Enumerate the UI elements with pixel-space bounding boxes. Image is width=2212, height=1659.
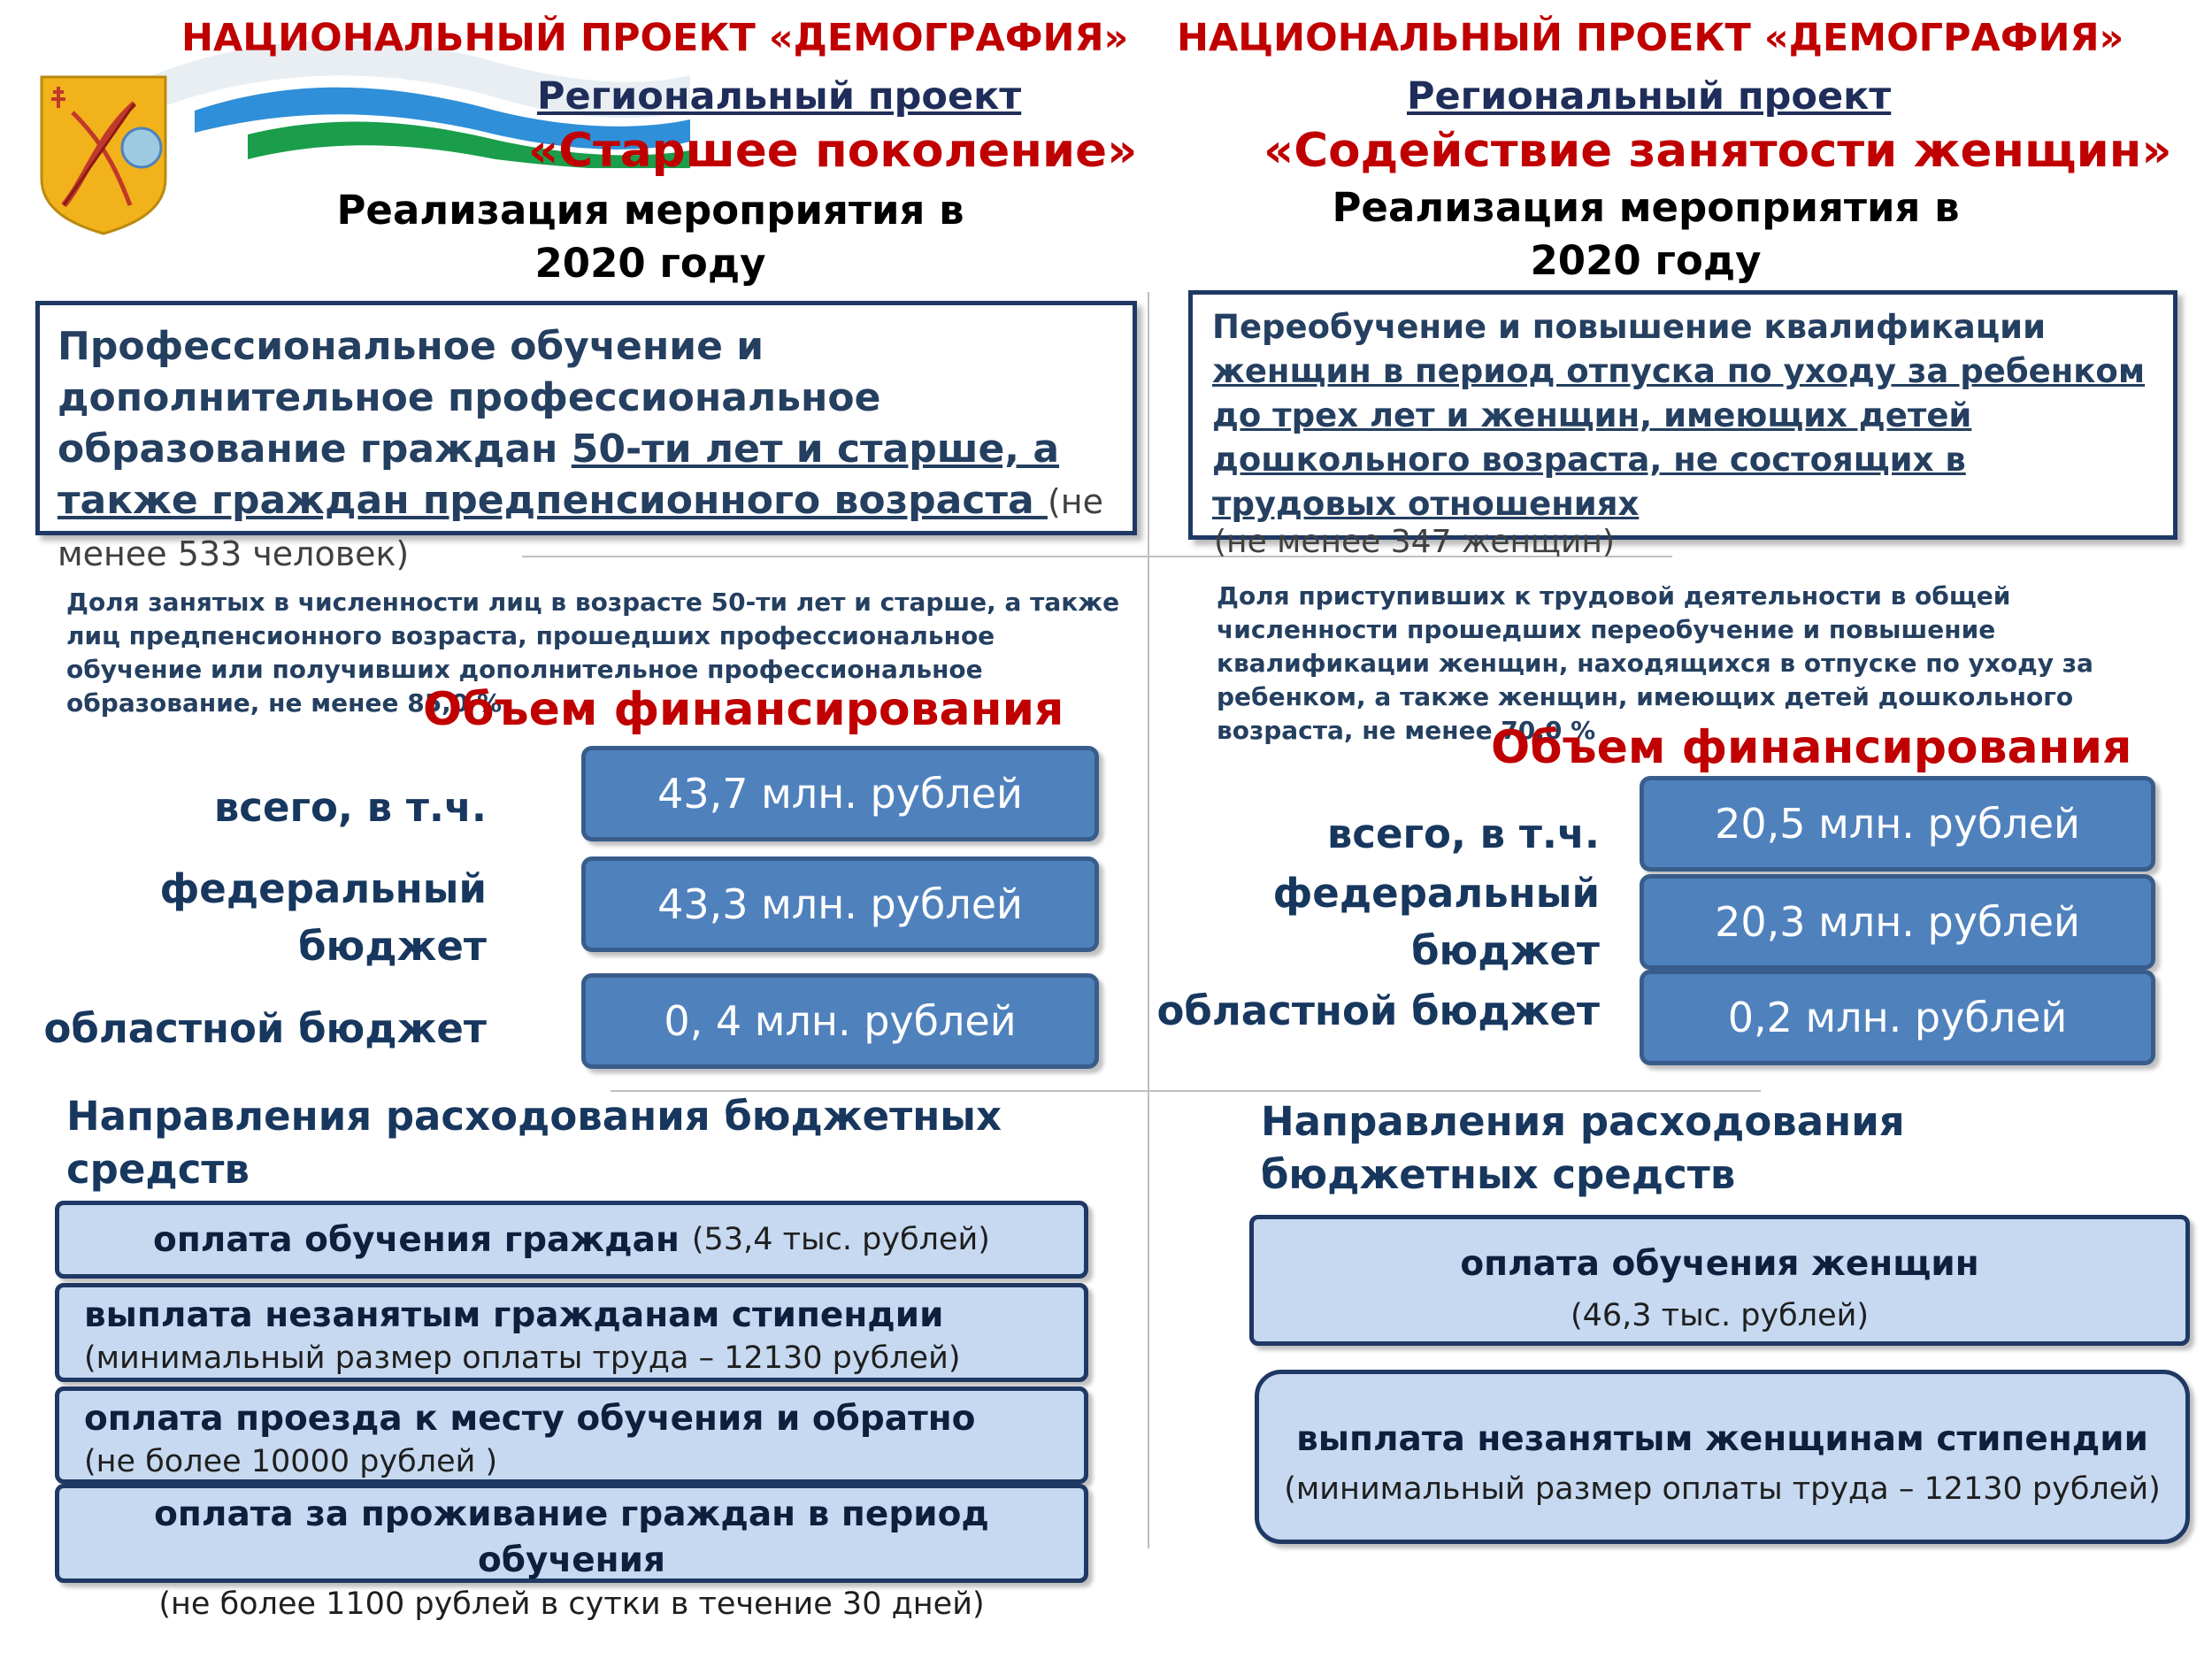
right-national-project-title: НАЦИОНАЛЬНЫЙ ПРОЕКТ «ДЕМОГРАФИЯ» xyxy=(1177,16,2124,60)
left-expense-item: оплата за проживание граждан в период обучения (не более 1100 рублей в сутки в течение 30 дней) xyxy=(55,1484,1088,1583)
right-fin-label-total: всего, в т.ч. xyxy=(1326,810,1600,857)
left-expense-item: выплата незанятым гражданам стипендии (минимальный размер оплаты труда – 12130 рублей) xyxy=(55,1283,1088,1382)
right-financing-title: Объем финансирования xyxy=(1491,721,2132,774)
left-fin-label-federal: федеральный бюджет xyxy=(159,865,487,970)
left-national-project-title: НАЦИОНАЛЬНЫЙ ПРОЕКТ «ДЕМОГРАФИЯ» xyxy=(181,16,1129,60)
left-activity-box: Профессиональное обучение и дополнительное профессиональное образование граждан 50-ти лет и старше, а также граждан предпенсионного возраста (не менее 533 человек) xyxy=(35,301,1137,535)
right-fin-value-federal: 20,3 млн. рублей xyxy=(1640,874,2155,970)
right-expense-item: оплата обучения женщин (46,3 тыс. рублей) xyxy=(1249,1215,2190,1346)
right-realization-title: Реализация мероприятия в 2020 году xyxy=(1332,184,1960,284)
left-project-name: «Старшее поколение» xyxy=(528,124,1138,178)
right-fin-label-federal: федеральный бюджет xyxy=(1272,870,1600,974)
left-fin-label-total: всего, в т.ч. xyxy=(213,784,487,831)
left-fin-value-total: 43,7 млн. рублей xyxy=(581,746,1099,841)
left-fin-value-federal: 43,3 млн. рублей xyxy=(581,856,1099,952)
left-fin-label-regional: областной бюджет xyxy=(43,1005,487,1052)
left-fin-value-regional: 0, 4 млн. рублей xyxy=(581,973,1099,1069)
right-project-name: «Содействие занятости женщин» xyxy=(1263,124,2172,178)
right-directions-title: Направления расходования бюджетных средств xyxy=(1261,1098,1905,1198)
right-fin-label-regional: областной бюджет xyxy=(1156,987,1600,1034)
right-indicator-text: Доля приступивших к трудовой деятельности в общей численности прошедших переобучение и повышение квалификации женщин, находящихся в отпуске по уходу за ребенком, а также женщин, имеющих детей дошкольного возраста, не менее 70,0 % xyxy=(1217,581,2093,745)
right-activity-note: (не менее 347 женщин) xyxy=(1214,524,1615,560)
left-financing-title: Объем финансирования xyxy=(423,683,1064,736)
right-expense-item: выплата незанятым женщинам стипендии (минимальный размер оплаты труда – 12130 рублей) xyxy=(1255,1370,2190,1544)
right-fin-value-total: 20,5 млн. рублей xyxy=(1640,776,2155,872)
left-regional-project-label: Региональный проект xyxy=(537,74,1022,119)
coat-of-arms-icon xyxy=(37,73,170,236)
left-expense-item: оплата проезда к месту обучения и обратно (не более 10000 рублей ) xyxy=(55,1386,1088,1484)
left-directions-title: Направления расходования бюджетных средств xyxy=(66,1093,1002,1193)
right-regional-project-label: Региональный проект xyxy=(1407,74,1892,119)
left-realization-title: Реализация мероприятия в 2020 году xyxy=(336,187,964,287)
right-activity-box: Переобучение и повышение квалификации женщин в период отпуска по уходу за ребенком до трех лет и женщин, имеющих детей дошкольного возраста, не состоящих в трудовых отношениях xyxy=(1188,290,2177,540)
left-indicator-text: Доля занятых в численности лиц в возрасте 50-ти лет и старше, а также лиц предпенсионного возраста, прошедших профессиональное обучение или получивших дополнительное профессиональное образование, не менее 85,0 % xyxy=(66,588,1120,718)
left-expense-item: оплата обучения граждан (53,4 тыс. рублей) xyxy=(55,1201,1088,1279)
center-divider xyxy=(1148,292,1149,1548)
right-fin-value-regional: 0,2 млн. рублей xyxy=(1640,970,2155,1065)
